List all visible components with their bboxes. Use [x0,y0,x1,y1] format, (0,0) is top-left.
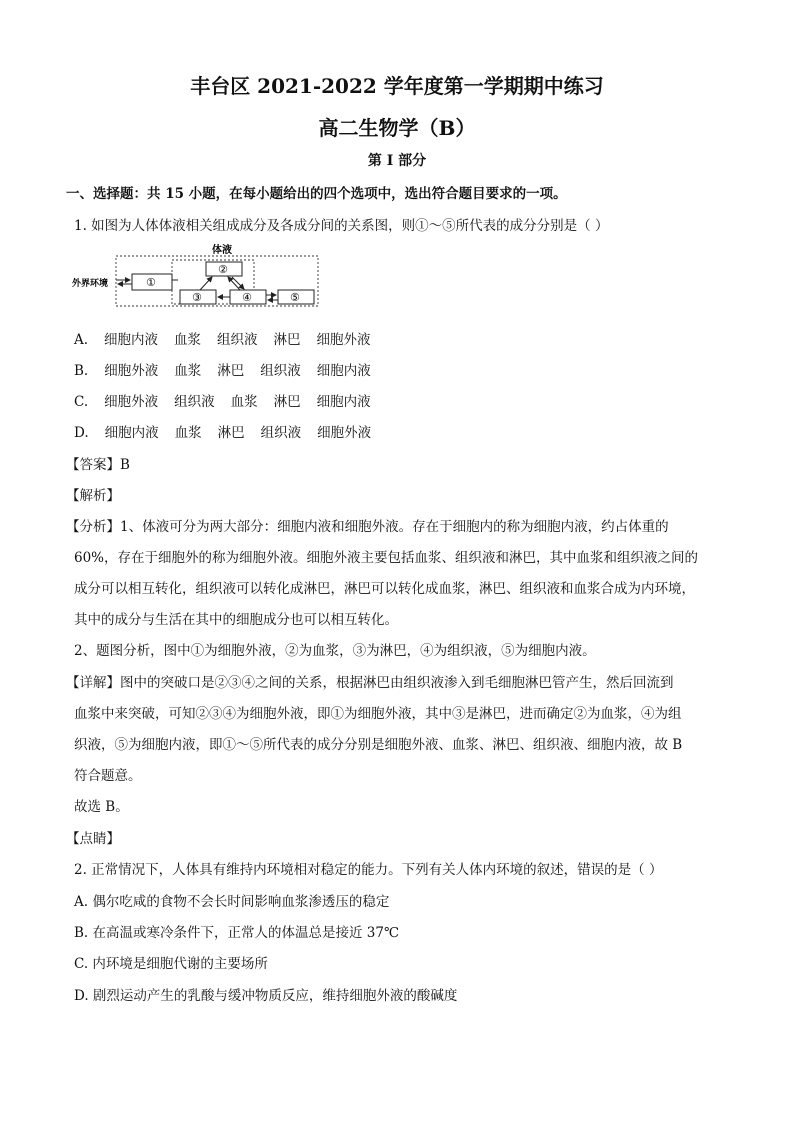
xiangjie-line-5: 故选 B。 [74,799,129,815]
q1-option-a[interactable]: A. 细胞内液 血浆 组织液 淋巴 细胞外液 [74,332,371,348]
xiangjie-line-1: 【详解】图中的突破口是②③④之间的关系，根据淋巴由组织液渗入到毛细胞淋巴管产生，然后回流到 [66,675,674,691]
num-1: ① [146,276,156,289]
q1-option-c[interactable]: C. 细胞外液 组织液 血浆 淋巴 细胞内液 [74,394,371,410]
q2-option-d[interactable]: D. 剧烈运动产生的乳酸与缓冲物质反应，维持细胞外液的酸碱度 [74,988,458,1004]
q1-answer: 【答案】B [66,457,130,473]
exam-subject: 高二生物学（B） [318,116,476,140]
xiangjie-line-4: 符合题意。 [74,768,142,784]
q1-option-b[interactable]: B. 细胞外液 血浆 淋巴 组织液 细胞内液 [74,363,371,379]
xiangjie-line-2: 血浆中来突破，可知②③④为细胞外液，即①为细胞外液，其中③是淋巴，进而确定②为血浆，④为组 [74,706,682,722]
num-3: ③ [192,291,202,304]
q1-option-d[interactable]: D. 细胞内液 血浆 淋巴 组织液 细胞外液 [74,425,372,441]
num-5: ⑤ [290,291,300,304]
q2-option-b[interactable]: B. 在高温或寒冷条件下，正常人的体温总是接近 37℃ [74,925,400,941]
q2-option-c[interactable]: C. 内环境是细胞代谢的主要场所 [74,956,268,972]
part-label: 第 I 部分 [367,153,427,169]
body-fluid-diagram [72,240,332,310]
exam-title: 丰台区 2021-2022 学年度第一学期期中练习 [190,74,604,98]
fenxi-line-5: 2、题图分析，图中①为细胞外液，②为血浆，③为淋巴，④为组织液，⑤为细胞内液。 [74,643,596,659]
num-4: ④ [242,291,252,304]
label-body-fluid: 体液 [212,245,232,256]
section-heading: 一、选择题：共 15 小题，在每小题给出的四个选项中，选出符合题目要求的一项。 [66,186,567,202]
q1-analysis-label: 【解析】 [66,488,120,504]
fenxi-line-4: 其中的成分与生活在其中的细胞成分也可以相互转化。 [74,612,398,628]
arrow-3-to-2 [200,277,212,290]
q2-option-a[interactable]: A. 偶尔吃咸的食物不会长时间影响血浆渗透压的稳定 [74,894,390,910]
fenxi-line-2: 60%，存在于细胞外的称为细胞外液。细胞外液主要包括血浆、组织液和淋巴，其中血浆和组织液之间的 [74,550,699,566]
q2-stem: 2. 正常情况下，人体具有维持内环境相对稳定的能力。下列有关人体内环境的叙述，错误的是（ ） [74,862,663,878]
xiangjie-line-3: 织液，⑤为细胞内液，即①～⑤所代表的成分分别是细胞外液、血浆、淋巴、组织液、细胞内液，故 B [74,737,683,753]
label-external: 外界环境 [72,279,109,289]
q1-dianjing: 【点睛】 [66,831,120,847]
fenxi-line-3: 成分可以相互转化，组织液可以转化成淋巴，淋巴可以转化成血浆，淋巴、组织液和血浆合成为内环境， [74,581,695,597]
num-2: ② [218,263,228,276]
fenxi-line-1: 【分析】1、体液可分为两大部分：细胞内液和细胞外液。存在于细胞内的称为细胞内液，约占体重的 [66,519,669,535]
q1-stem: 1. 如图为人体体液相关组成成分及各成分间的关系图，则①～⑤所代表的成分分别是（ ） [74,218,609,234]
